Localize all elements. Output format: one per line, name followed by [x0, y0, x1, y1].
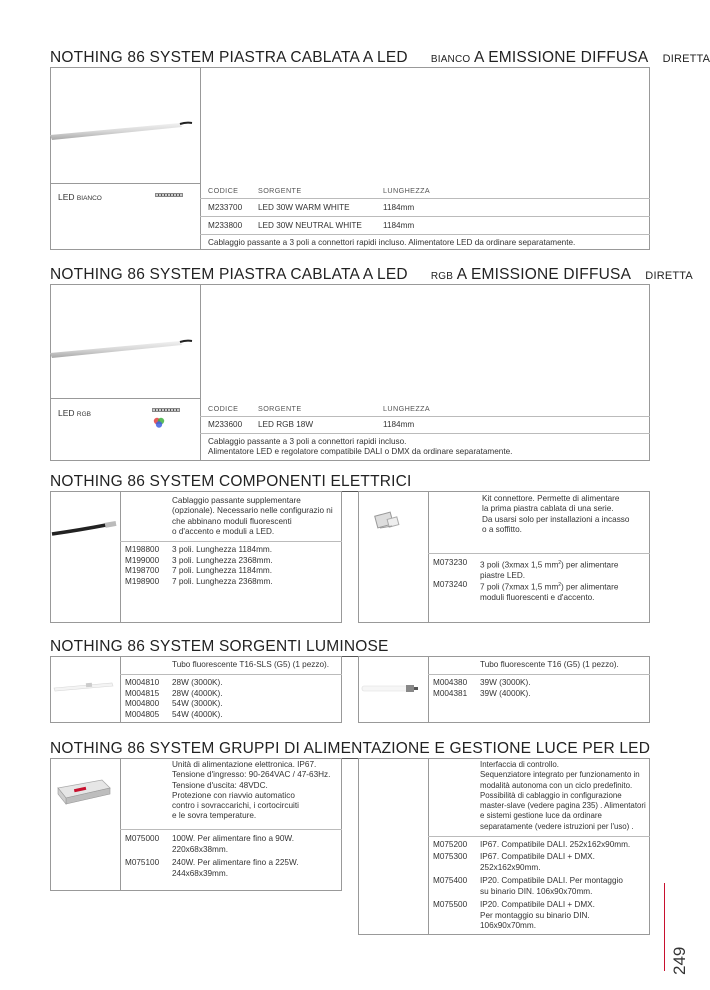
product-code: M198700	[125, 566, 160, 575]
item-text: 3 poli (3xmax 1,5 mm	[480, 560, 559, 570]
item-text: Per montaggio su binario DIN.	[480, 910, 590, 920]
title-main: NOTHING 86 SYSTEM PIASTRA CABLATA A LED	[50, 266, 408, 283]
section1-divider	[200, 67, 201, 250]
connector-image	[370, 508, 406, 536]
desc-line: la prima piastra cablata di una serie.	[482, 504, 614, 514]
box-divider	[428, 491, 429, 623]
col-codice: CODICE	[208, 404, 239, 413]
product-code: M004380	[433, 678, 468, 687]
title-type: DIRETTA	[662, 53, 710, 65]
led-label-color: RGB	[76, 411, 92, 418]
desc-line: (opzionale). Necessario nelle configurazio ni	[172, 506, 333, 516]
item-text: piastre LED.	[480, 571, 526, 581]
led-bar-image	[50, 330, 200, 370]
item-list	[480, 678, 531, 699]
item-list	[172, 678, 223, 720]
item-text: ) per alimentare	[561, 582, 619, 592]
desc-line: Tensione d'ingresso: 90-264VAC / 47-63Hz.	[172, 770, 331, 780]
led-label	[58, 192, 102, 202]
led-strip-icon	[152, 408, 180, 412]
title-type: DIRETTA	[645, 270, 693, 282]
desc-line: Unità di alimentazione elettronica. IP67.	[172, 760, 317, 769]
product-item: 3 poli. Lunghezza 2368mm.	[172, 555, 273, 565]
col-lunghezza: LUNGHEZZA	[383, 404, 431, 413]
section2-note: Alimentatore LED e regolatore compatibile DALI o DMX da ordinare separatamente.	[208, 447, 513, 456]
item-list	[172, 545, 273, 587]
item-text: 240W. Per alimentare fino a 225W.	[172, 858, 299, 867]
table-cell-length: 1184mm	[383, 420, 415, 429]
section5-title: NOTHING 86 SYSTEM GRUPPI DI ALIMENTAZIONE E GESTIONE LUCE PER LED	[50, 740, 651, 757]
product-code: M004381	[433, 688, 468, 698]
item-text: su binario DIN. 106x90x70mm.	[480, 886, 593, 896]
cable-image	[50, 512, 120, 542]
table-cell-source: LED 30W NEUTRAL WHITE	[258, 221, 362, 230]
code-list	[433, 678, 467, 699]
product-item	[480, 558, 618, 582]
item-text: 100W. Per alimentare fino a 90W.	[172, 834, 294, 843]
code-list	[125, 678, 159, 720]
desc-line: Sequenziatore integrato per funzionamento in	[480, 770, 640, 780]
led-label-color: BIANCO	[76, 195, 102, 202]
product-code: M073240	[433, 580, 468, 589]
title-color: BIANCO	[430, 54, 471, 65]
section3-title: NOTHING 86 SYSTEM COMPONENTI ELETTRICI	[50, 473, 412, 490]
desc-line: Tensione d'uscita: 48VDC.	[172, 780, 268, 790]
product-item	[480, 852, 595, 873]
row-line	[120, 674, 342, 675]
led-label	[58, 408, 91, 418]
table-cell-source: LED 30W WARM WHITE	[258, 203, 350, 212]
section5-right-desc	[480, 760, 646, 832]
product-code: M075400	[433, 876, 468, 885]
desc-line: che abbinano moduli fluorescenti	[172, 516, 292, 526]
col-sorgente: SORGENTE	[258, 186, 302, 195]
col-sorgente: SORGENTE	[258, 404, 302, 413]
desc-line: o a soffitto.	[482, 524, 522, 534]
section3-left-desc	[172, 496, 333, 537]
desc-line: separatamente (vedere istruzioni per l'uso) .	[480, 821, 634, 831]
item-text: IP20. Compatibile DALI + DMX.	[480, 900, 595, 909]
product-item: 3 poli. Lunghezza 1184mm.	[172, 545, 272, 554]
section2-note: Cablaggio passante a 3 poli a connettori rapidi incluso.	[208, 437, 407, 446]
product-item	[480, 580, 618, 604]
product-item: 28W (4000K).	[172, 688, 223, 698]
rgb-icon	[153, 417, 165, 429]
desc-line: e sistemi gestione luce da ordinare	[480, 811, 602, 821]
item-text: 106x90x70mm.	[480, 921, 536, 930]
desc-line: Possibilità di cablaggio in configurazione	[480, 790, 622, 800]
section2-title	[50, 266, 693, 286]
row-line	[200, 234, 650, 235]
desc-line: Kit connettore. Permette di alimentare	[482, 494, 620, 503]
product-item	[480, 876, 623, 897]
section1-left-divider	[50, 183, 200, 184]
desc-line: Interfaccia di controllo.	[480, 760, 559, 769]
product-item: 54W (3000K).	[172, 699, 223, 708]
item-text: 252x162x90mm.	[480, 862, 541, 872]
box-divider	[120, 758, 121, 891]
product-code: M075100	[125, 858, 160, 867]
col-codice: CODICE	[208, 186, 239, 195]
fluorescent-tube-image	[52, 676, 118, 696]
table-cell-source: LED RGB 18W	[258, 420, 314, 429]
box-divider	[428, 656, 429, 723]
row-line	[428, 674, 650, 675]
item-text: moduli fluorescenti e d'accento.	[480, 593, 595, 603]
box-divider	[120, 491, 121, 623]
title-main: NOTHING 86 SYSTEM PIASTRA CABLATA A LED	[50, 49, 408, 66]
product-item: 39W (3000K).	[480, 678, 531, 687]
row-line	[120, 829, 342, 830]
product-code: M199000	[125, 555, 160, 565]
desc-line: modalità autonoma con un ciclo predefinito.	[480, 780, 633, 790]
table-cell-code: M233600	[208, 420, 243, 429]
product-code: M198900	[125, 576, 160, 586]
led-label-text: LED	[58, 408, 75, 418]
product-item	[172, 834, 294, 855]
row-line	[428, 553, 650, 554]
box-divider	[428, 758, 429, 935]
item-text: IP67. Compatibile DALI + DMX.	[480, 852, 595, 861]
desc-line: contro i sovraccarichi, i cortocircuiti	[172, 801, 299, 811]
product-item: 39W (4000K).	[480, 688, 531, 698]
fluorescent-tube-image	[360, 682, 426, 696]
section2-left-divider	[50, 398, 200, 399]
item-text: IP67. Compatibile DALI. 252x162x90mm.	[480, 840, 631, 849]
item-text: 7 poli (7xmax 1,5 mm	[480, 582, 559, 592]
section3-right-desc	[482, 494, 629, 535]
product-item: 7 poli. Lunghezza 1184mm.	[172, 566, 272, 575]
product-code: M004805	[125, 709, 160, 719]
product-item	[480, 840, 630, 851]
led-strip-icon	[155, 193, 183, 197]
table-cell-code: M233800	[208, 221, 243, 230]
product-item: 28W (3000K).	[172, 678, 223, 687]
row-line	[120, 541, 342, 542]
row-line	[200, 433, 650, 434]
section2-box	[50, 284, 650, 461]
product-code: M075000	[125, 834, 160, 843]
product-item	[172, 858, 299, 879]
page-accent-line	[664, 883, 665, 971]
section1-note: Cablaggio passante a 3 poli a connettori rapidi incluso. Alimentatore LED da ordinare separatamente.	[208, 238, 576, 247]
section4-title: NOTHING 86 SYSTEM SORGENTI LUMINOSE	[50, 638, 389, 655]
page-number: 249	[670, 946, 689, 975]
box-divider	[120, 656, 121, 723]
row-line	[200, 198, 650, 199]
desc-line: Da usarsi solo per installazioni a incasso	[482, 514, 630, 524]
item-sup: 2	[558, 582, 562, 588]
product-code: M004810	[125, 678, 160, 687]
product-code: M075300	[433, 852, 468, 861]
item-text: 220x68x38mm.	[172, 844, 228, 854]
item-text: ) per alimentare	[561, 560, 619, 570]
desc-line: e le sovra temperature.	[172, 811, 257, 821]
product-code: M004815	[125, 688, 160, 698]
section2-divider	[200, 284, 201, 461]
title-color: RGB	[430, 271, 454, 282]
section4-right-desc: Tubo fluorescente T16 (G5) (1 pezzo).	[480, 660, 619, 669]
row-line	[428, 836, 650, 837]
product-item: 54W (4000K).	[172, 709, 223, 719]
product-code: M004800	[125, 699, 160, 708]
desc-line: o d'accento e moduli a LED.	[172, 526, 275, 536]
desc-line: Cablaggio passante supplementare	[172, 496, 301, 505]
title-emission: A EMISSIONE DIFFUSA	[474, 49, 648, 66]
product-code: M075500	[433, 900, 468, 909]
code-list	[125, 545, 159, 587]
col-lunghezza: LUNGHEZZA	[383, 186, 431, 195]
table-cell-length: 1184mm	[383, 221, 415, 230]
title-emission: A EMISSIONE DIFFUSA	[456, 266, 631, 283]
table-cell-code: M233700	[208, 203, 243, 212]
led-bar-image	[50, 112, 200, 152]
product-code: M075200	[433, 840, 468, 849]
section4-left-desc: Tubo fluorescente T16-SLS (G5) (1 pezzo).	[172, 660, 330, 669]
item-sup: 2	[558, 560, 562, 566]
power-supply-image	[54, 774, 116, 808]
section1-title	[50, 49, 710, 69]
product-item: 7 poli. Lunghezza 2368mm.	[172, 576, 273, 586]
product-code: M073230	[433, 558, 468, 567]
row-line	[200, 416, 650, 417]
product-item	[480, 900, 595, 932]
desc-line: Protezione con riavvio automatico	[172, 790, 295, 800]
product-code: M198800	[125, 545, 160, 554]
item-text: 244x68x39mm.	[172, 868, 228, 878]
section5-left-desc	[172, 760, 330, 822]
table-cell-length: 1184mm	[383, 203, 415, 212]
led-label-text: LED	[58, 192, 75, 202]
desc-line: master-slave (vedere pagina 235) . Alimentatori	[480, 801, 646, 811]
item-text: IP20. Compatibile DALI. Per montaggio	[480, 876, 623, 885]
row-line	[200, 216, 650, 217]
